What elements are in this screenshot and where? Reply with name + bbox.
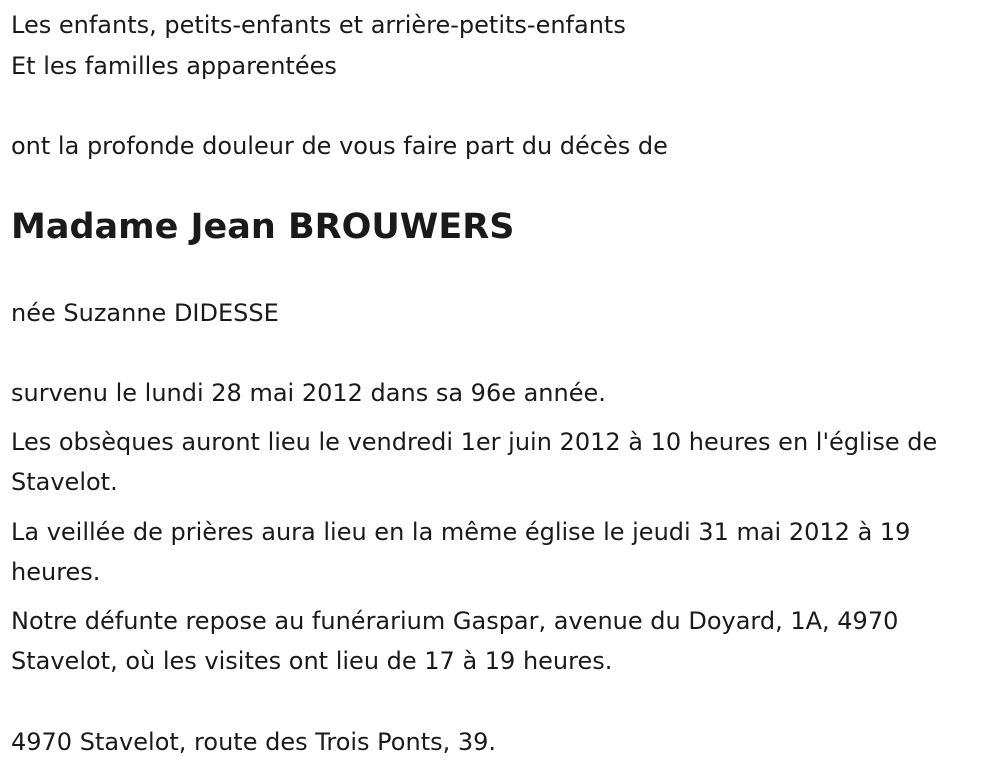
vigil-info: La veillée de prières aura lieu en la même église le jeudi 31 mai 2012 à 19 heures.	[11, 518, 911, 586]
funeral-info: Les obsèques auront lieu le vendredi 1er juin 2012 à 10 heures en l'église de Stavelot.	[11, 428, 938, 496]
family-line: Les enfants, petits-enfants et arrière-petits-enfants	[11, 11, 626, 39]
death-info: survenu le lundi 28 mai 2012 dans sa 96e année.	[11, 379, 606, 407]
deceased-name: Madame Jean BROUWERS	[11, 207, 515, 247]
relatives-line: Et les familles apparentées	[11, 52, 337, 80]
announcement-text: ont la profonde douleur de vous faire part du décès de	[11, 132, 668, 160]
visitation-info: Notre défunte repose au funérarium Gaspar, avenue du Doyard, 1A, 4970 Stavelot, où les visites ont lieu de 17 à 19 heures.	[11, 607, 899, 675]
family-address: 4970 Stavelot, route des Trois Ponts, 39.	[11, 728, 497, 756]
maiden-name: née Suzanne DIDESSE	[11, 299, 279, 327]
